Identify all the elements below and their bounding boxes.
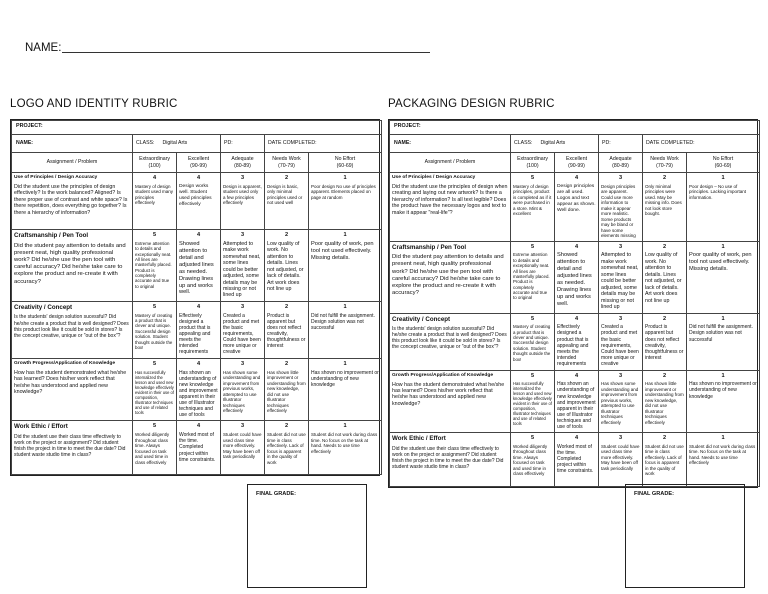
level-score: 1 — [721, 243, 725, 250]
level-description: Attempted to make work somewhat neat, some lines could be better adjusted, some details may be missing or not lined up — [223, 240, 261, 299]
level-cell — [555, 241, 599, 313]
criterion-title: Craftsmanship / Pen Tool — [14, 232, 89, 239]
level-cell — [221, 173, 265, 230]
level-cell — [265, 173, 309, 230]
header-text: Assignment / Problem — [46, 159, 98, 166]
level-cell — [133, 173, 177, 230]
level-score: 4 — [574, 372, 579, 379]
level-description: Effectively designed a product that is appealing and meets the intended requirements — [557, 324, 589, 367]
project-label: PROJECT: — [390, 121, 760, 135]
level-description: Mastery of design principles, product is completed as if it were purchased in a store. Mint & excellent — [513, 183, 552, 217]
level-description: Mastery of design student used many principles effectively — [135, 183, 174, 206]
level-score: 5 — [530, 175, 535, 181]
criterion-cell — [12, 358, 133, 421]
level-score: 4 — [196, 232, 201, 238]
criterion-question: Did the student use the principles of design effectively? Is the work balanced? Aligned? Is there proper use of contrast and white space? Is there repetition, does everything go together? Is there a hierarchy of information? — [14, 183, 128, 216]
level-cell — [133, 358, 177, 421]
level-cell — [309, 173, 382, 230]
level-description: Product is apparent but does not reflect creativity, thoughtfulness or interest — [645, 324, 684, 361]
rubric-table-packaging — [388, 119, 758, 488]
level-score: 2 — [662, 175, 667, 181]
criterion-row — [12, 230, 382, 302]
rubric-grid — [11, 120, 382, 475]
level-score: 1 — [343, 175, 347, 181]
header-text: (100) — [148, 162, 161, 169]
level-cell — [643, 241, 687, 313]
level-description: Product is apparent but does not reflect creativity, thoughtfulness or interest — [267, 312, 306, 350]
level-description: Design is apparent, student used only a few principles effectively — [223, 183, 262, 206]
criterion-title: Creativity / Concept — [392, 315, 451, 323]
final-grade-label: FINAL GRADE: — [634, 491, 674, 497]
level-cell — [265, 230, 309, 302]
header-text: Excellent — [187, 155, 210, 162]
column-header — [643, 153, 687, 173]
header-text: No Effort — [712, 155, 734, 162]
level-cell — [309, 421, 382, 475]
pd-label: PD: — [221, 135, 265, 153]
level-cell — [221, 301, 265, 358]
level-score: 3 — [618, 315, 623, 322]
level-description: Created a product and met the basic requirements, Could have been more unique or creative — [223, 312, 261, 356]
level-cell — [511, 313, 555, 370]
class-value: Digital Arts — [540, 140, 566, 146]
column-header — [177, 153, 221, 173]
rubric-grid — [389, 120, 760, 487]
class-value: Digital Arts — [162, 140, 188, 146]
column-header — [511, 153, 555, 173]
criterion-question: Did the student use their class time effectively to work on the project or assignment? Did student finish the project in time to meet the due date? Did student waste studio time in class? — [392, 445, 504, 470]
level-score: 2 — [284, 360, 289, 367]
rubric-table-logo — [10, 119, 380, 476]
date-completed-label: DATE COMPLETED: — [643, 135, 760, 153]
level-description: Student could have used class time more effectively. May have been off task periodically — [223, 432, 262, 460]
level-score: 1 — [343, 423, 347, 430]
pd-label: PD: — [599, 135, 643, 153]
criterion-cell — [390, 370, 511, 433]
level-score: 4 — [574, 315, 579, 322]
level-description: Worked diligently throughout class time. Always focused on task and used time in class effectively — [135, 432, 170, 465]
header-text: Needs Work — [650, 155, 679, 162]
level-description: Student could have used class time more effectively. May have been off task periodically — [601, 443, 640, 471]
criterion-title: Craftsmanship / Pen Tool — [392, 243, 467, 251]
level-score: 4 — [196, 175, 201, 181]
header-text: (100) — [526, 162, 539, 169]
criterion-cell — [12, 230, 133, 302]
criterion-row — [12, 301, 382, 358]
level-description: Student did not use time in class effectively. Lack of focus is apparent in the quality of work — [267, 432, 306, 465]
level-cell — [221, 421, 265, 475]
project-label: PROJECT: — [12, 121, 382, 135]
criterion-row — [390, 370, 760, 433]
level-cell — [687, 241, 760, 313]
criterion-row — [390, 173, 760, 242]
level-cell — [177, 230, 221, 302]
level-score: 1 — [721, 175, 725, 181]
level-score: 1 — [343, 360, 347, 367]
level-description: Has successfully internalized the lesson and used new knowledge effectively evident in their use of composition, Illustrator techniques and use of related tools — [135, 369, 174, 415]
info-row — [12, 135, 382, 153]
level-cell — [599, 313, 643, 370]
header-text: Needs Work — [272, 155, 301, 162]
level-cell — [309, 230, 382, 302]
level-cell — [599, 241, 643, 313]
header-text: (60-69) — [336, 162, 354, 169]
level-score: 4 — [152, 175, 157, 181]
level-cell — [555, 370, 599, 433]
class-label: CLASS: — [514, 140, 533, 146]
level-score: 5 — [530, 315, 535, 322]
level-score: 2 — [284, 175, 289, 181]
criterion-title: Use of Principles / Design Accuracy — [392, 175, 476, 180]
criterion-cell — [390, 433, 511, 487]
criterion-title: Creativity / Concept — [14, 303, 73, 311]
level-cell — [599, 433, 643, 487]
level-description: Design works well. Student used principles effectively — [179, 183, 212, 207]
level-score: 5 — [530, 435, 535, 442]
criterion-title: Work Ethic / Effort — [14, 423, 68, 431]
student-name-line — [62, 52, 430, 53]
rubric-title: LOGO AND IDENTITY RUBRIC — [10, 98, 178, 110]
final-grade-label: FINAL GRADE: — [256, 491, 296, 497]
level-cell — [133, 421, 177, 475]
level-score: 4 — [574, 435, 579, 442]
header-text: (90-99) — [190, 162, 207, 169]
level-cell — [133, 301, 177, 358]
criterion-row — [12, 358, 382, 421]
level-score: 1 — [343, 303, 347, 310]
project-row — [12, 121, 382, 135]
level-cell — [265, 421, 309, 475]
criterion-cell — [12, 173, 133, 230]
header-text: Adequate — [609, 155, 632, 162]
level-cell — [177, 358, 221, 421]
header-text: (60-69) — [714, 162, 732, 169]
level-score: 1 — [721, 315, 725, 322]
column-header — [687, 153, 760, 173]
level-score: 2 — [662, 243, 667, 250]
level-score: 4 — [196, 423, 201, 430]
level-description: Has shown an understanding of new knowledge and improvement apparent in their use of Illustrator techniques and use of tools — [557, 381, 596, 431]
criterion-question: Did the student use the principles of design when creating and laying out new artwork? Is there a hierarchy of information? Is all text legible? Does the product have the necessary logos and text to make it appear "real-life"? — [392, 183, 508, 216]
level-cell — [687, 173, 760, 242]
level-description: Poor design No use of principles apparent. Elements placed on page at random — [311, 183, 376, 200]
level-cell — [643, 173, 687, 242]
criterion-cell — [390, 241, 511, 313]
level-cell — [599, 370, 643, 433]
criterion-title: Growth Progress/Application of Knowledge — [14, 360, 116, 366]
criterion-row — [12, 421, 382, 475]
level-description: Did not fulfill the assignment. Design solution was not successful — [311, 312, 375, 331]
level-description: Design principles are apparent. Could use more information to make it appear more realistic. Some products may be bland or have some elements missing — [601, 183, 636, 239]
level-description: Has shown some understanding and improvement from previous works, attempted to use Illustrator techniques effectively — [223, 369, 261, 414]
criterion-cell — [390, 173, 511, 242]
level-cell — [643, 433, 687, 487]
level-description: Only minimal principles were used. May be missing info. Does not look store bought. — [645, 183, 682, 217]
level-score: 2 — [662, 435, 667, 442]
level-score: 3 — [618, 175, 623, 181]
level-description: Poor design – No use of principles. Lacking important information. — [689, 183, 747, 200]
level-cell — [309, 301, 382, 358]
level-cell — [555, 433, 599, 487]
column-header — [599, 153, 643, 173]
level-cell — [643, 370, 687, 433]
level-description: Student did not work during class time. No focus on the task at hand. Needs to use time effectively — [689, 443, 756, 466]
level-cell — [221, 358, 265, 421]
header-text: (90-99) — [568, 162, 585, 169]
date-completed-label: DATE COMPLETED: — [265, 135, 382, 153]
level-score: 1 — [343, 232, 347, 238]
header-text: No Effort — [334, 155, 356, 162]
level-cell — [265, 301, 309, 358]
level-description: Created a product and met the basic requirements, Could have been more unique or creative — [601, 324, 639, 367]
level-description: Showed attention to detail and adjusted lines as needed. Drawing lines up and works well. — [179, 240, 214, 296]
level-score: 5 — [530, 243, 535, 250]
header-text: (70-79) — [278, 162, 295, 169]
criterion-cell — [390, 313, 511, 370]
level-cell — [133, 230, 177, 302]
level-score: 3 — [618, 435, 623, 442]
level-description: Low quality of work. No attention to details. Lines not adjusted, or lack of details. Art work does not line up — [267, 240, 304, 292]
level-score: 2 — [662, 372, 667, 379]
level-score: 2 — [284, 423, 289, 430]
level-description: Poor quality of work, pen tool not used effectively. Missing details. — [311, 240, 374, 261]
level-cell — [511, 370, 555, 433]
level-description: Student did not use time in class effectively. Lack of focus is apparent in the quality of work — [645, 443, 684, 477]
class-label: CLASS: — [136, 140, 155, 146]
level-score: 4 — [574, 175, 579, 181]
column-header — [390, 153, 511, 173]
column-header — [265, 153, 309, 173]
level-cell — [599, 173, 643, 242]
level-cell — [687, 433, 760, 487]
level-cell — [511, 173, 555, 242]
level-description: Attempted to make work somewhat neat, some lines could be better adjusted, some details may be missing or not lined up — [601, 252, 639, 311]
level-description: Has shown no improvement or understanding of new knowledge — [311, 369, 379, 388]
criterion-question: Is the students' design solution sucessful? Did he/she create a product that is well designed? Does this product look like it could be sold in stores? Is the concept creative, unique or "out of the box"? — [14, 314, 129, 339]
final-grade-box — [625, 484, 745, 588]
project-row — [390, 121, 760, 135]
level-score: 3 — [240, 423, 245, 430]
criterion-question: Did the student use their class time effectively to work on the project or assignment? Did student finish the project in time to meet the due date? Did student waste studio time in class? — [14, 434, 126, 459]
level-score: 4 — [574, 243, 579, 250]
level-score: 5 — [152, 423, 157, 430]
level-score: 4 — [196, 303, 201, 310]
final-grade-box — [247, 484, 367, 588]
criterion-question: How has the student demonstrated what he/she has learned? Does his/her work reflect that he/she has understood and applied new knowledge? — [392, 381, 505, 407]
level-description: Design is basic, only minimal principles used or not used well — [267, 183, 303, 206]
class-cell — [133, 135, 221, 153]
level-score: 2 — [662, 315, 667, 322]
header-text: Adequate — [231, 155, 254, 162]
criterion-row — [12, 173, 382, 230]
header-text: Assignment / Problem — [424, 159, 476, 166]
level-description: Extreme attention to details and exceptionally neat. All lines are masterfully placed. Product is completely accurate and true to original — [135, 240, 172, 289]
level-score: 3 — [240, 232, 245, 238]
column-header — [12, 153, 133, 173]
level-score: 4 — [196, 360, 201, 367]
level-description: Design principles are all used. Logos and text appear as shown. Well done. — [557, 183, 596, 213]
info-row — [390, 135, 760, 153]
level-description: Has shown little improvement or understanding from new knowledge, did not use Illustrator techniques effectively — [267, 369, 306, 414]
level-description: Did not fulfill the assignment. Design solution was not successful — [689, 324, 753, 343]
header-text: (70-79) — [656, 162, 673, 169]
level-description: Has shown no improvement or understanding of new knowledge — [689, 381, 757, 400]
level-cell — [555, 173, 599, 242]
level-score: 3 — [240, 303, 245, 310]
column-header — [309, 153, 382, 173]
level-description: Mastery of creating a product that is clever and unique. Successful design solution. Student thought outside the box! — [135, 312, 173, 350]
level-cell — [687, 370, 760, 433]
level-score: 5 — [152, 360, 157, 367]
level-score: 3 — [618, 243, 623, 250]
criterion-row — [390, 313, 760, 370]
criterion-title: Use of Principles / Design Accuracy — [14, 175, 98, 180]
level-cell — [265, 358, 309, 421]
level-score: 3 — [240, 175, 245, 181]
header-text: Extraordinary — [139, 155, 170, 162]
criterion-cell — [12, 421, 133, 475]
header-text: (80-89) — [234, 162, 251, 169]
criterion-question: Did the student pay attention to details and present neat, high quality professional work? Did he/she use the pen tool with careful accuracy? Did he/she take care to explore the product and re-create it with accuracy? — [14, 242, 126, 285]
name-label: NAME: — [390, 135, 511, 153]
level-score: 3 — [240, 360, 245, 367]
criterion-cell — [12, 301, 133, 358]
level-cell — [221, 230, 265, 302]
level-description: Extreme attention to details and exceptionally neat. All lines are masterfully placed. Product is completely accurate and true to original — [513, 252, 550, 301]
level-score: 1 — [721, 372, 725, 379]
level-description: Has shown some understanding and improvement from previous works, attempted to use Illustrator techniques effectively — [601, 381, 639, 425]
level-description: Has shown little improvement or understanding from new knowledge, did not use Illustrator techniques effectively — [645, 381, 684, 425]
level-description: Worked diligently throughout class time. Always focused on task and used time in class effectively — [513, 443, 548, 477]
level-cell — [687, 313, 760, 370]
level-score: 5 — [152, 232, 157, 238]
level-cell — [511, 433, 555, 487]
level-score: 5 — [530, 372, 535, 379]
level-description: Worked most of the time. Completed project within time constraints. — [557, 443, 594, 475]
name-label: NAME: — [12, 135, 133, 153]
level-score: 1 — [721, 435, 725, 442]
level-score: 2 — [284, 303, 289, 310]
criterion-question: How has the student demonstrated what he/she has learned? Does his/her work reflect that he/she has understood and applied new knowledge? — [14, 369, 127, 396]
class-cell — [511, 135, 599, 153]
level-cell — [511, 241, 555, 313]
level-description: Student did not work during class time. No focus on the task at hand. Needs to use time effectively — [311, 432, 378, 454]
level-description: Effectively designed a product that is appealing and meets the intended requirements — [179, 312, 211, 356]
criterion-row — [390, 241, 760, 313]
level-cell — [177, 173, 221, 230]
criterion-question: Is the students' design solution sucessful? Did he/she create a product that is well designed? Does this product look like it could be sold in stores? Is the concept creative, unique or "out of the box"? — [392, 326, 507, 351]
level-cell — [309, 358, 382, 421]
level-description: Low quality of work. No attention to details. Lines not adjusted, or lack of details. Art work does not line up — [645, 252, 682, 304]
level-description: Poor quality of work, pen tool not used effectively. Missing details. — [689, 252, 752, 273]
level-cell — [177, 301, 221, 358]
header-row — [390, 153, 760, 173]
level-description: Has successfully internalized the lesson and used new knowledge effectively evident in their use of composition, Illustrator techniques and use of related tools — [513, 381, 552, 427]
level-description: Showed attention to detail and adjusted lines as needed. Drawing lines up and works well. — [557, 252, 592, 308]
header-text: (80-89) — [612, 162, 629, 169]
level-description: Mastery of creating a product that is clever and unique. Successful design solution. Student thought outside the box! — [513, 324, 551, 362]
level-score: 5 — [152, 303, 157, 310]
criterion-title: Growth Progress/Application of Knowledge — [392, 372, 494, 378]
criterion-title: Work Ethic / Effort — [392, 435, 446, 443]
header-text: Excellent — [565, 155, 588, 162]
criterion-question: Did the student pay attention to details and present neat, high quality professional work? Did he/she use the pen tool with careful accuracy? Did he/she take care to explore the product and re-create it with accuracy? — [392, 254, 504, 297]
header-row — [12, 153, 382, 173]
header-text: Extraordinary — [517, 155, 548, 162]
column-header — [133, 153, 177, 173]
level-cell — [555, 313, 599, 370]
column-header — [555, 153, 599, 173]
rubric-title: PACKAGING DESIGN RUBRIC — [388, 98, 555, 110]
level-description: Has shown an understanding of new knowledge and improvement apparent in their use of Illustrator techniques and use of tools — [179, 369, 218, 419]
level-cell — [177, 421, 221, 475]
student-name-label: NAME: — [25, 42, 62, 54]
level-score: 3 — [618, 372, 623, 379]
column-header — [221, 153, 265, 173]
level-cell — [643, 313, 687, 370]
level-score: 2 — [284, 232, 289, 238]
level-description: Worked most of the time. Completed project within time constraints. — [179, 432, 216, 463]
criterion-row — [390, 433, 760, 487]
